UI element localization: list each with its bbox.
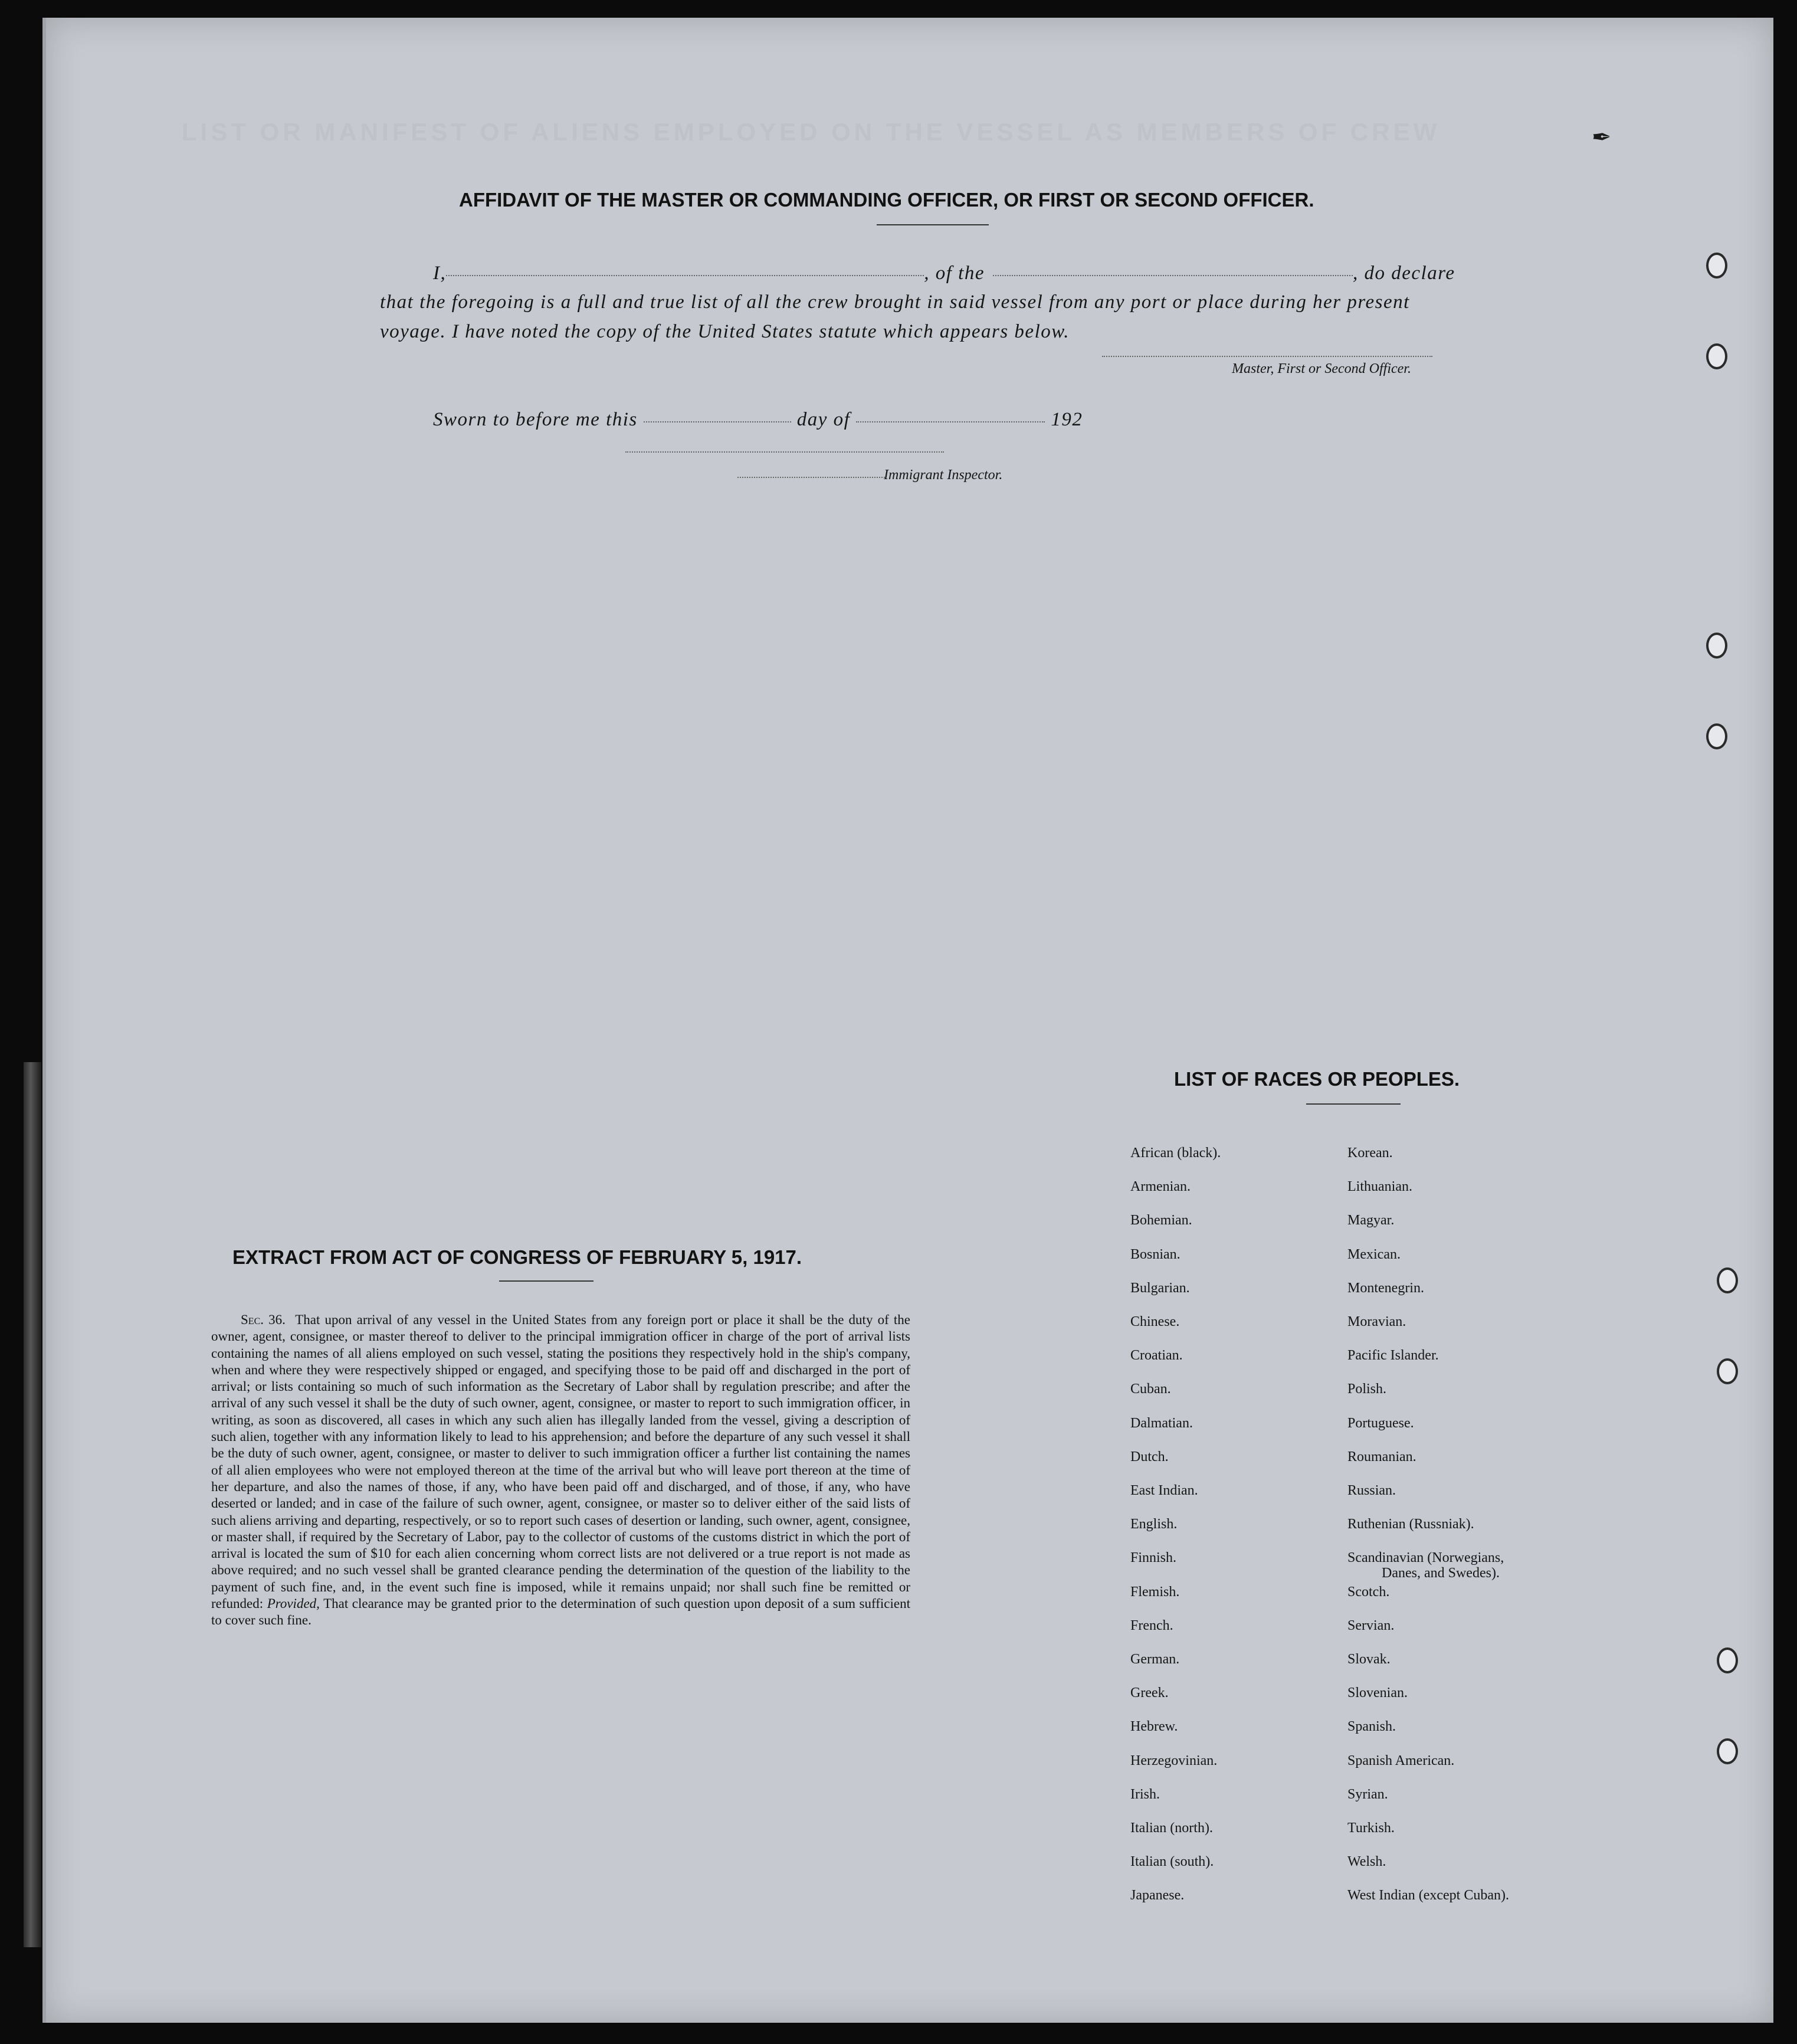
race-item: English. bbox=[1130, 1516, 1178, 1532]
inspector-signature-line-lower[interactable] bbox=[737, 477, 885, 478]
race-item: Flemish. bbox=[1130, 1584, 1180, 1600]
race-item: Bohemian. bbox=[1130, 1213, 1192, 1229]
statute-provided: Provided, bbox=[267, 1596, 320, 1611]
inspector-label: Immigrant Inspector. bbox=[884, 467, 1003, 483]
extract-title: EXTRACT FROM ACT OF CONGRESS OF FEBRUARY 5, 1917. bbox=[232, 1246, 802, 1268]
officer-signature-line[interactable] bbox=[1102, 356, 1432, 357]
affidavit-title-rule bbox=[877, 224, 989, 225]
race-item: Japanese. bbox=[1130, 1888, 1185, 1904]
binder-hole-8 bbox=[1717, 1738, 1738, 1764]
sworn-month-blank[interactable] bbox=[856, 419, 1045, 422]
race-item: Syrian. bbox=[1347, 1786, 1388, 1802]
race-item: Scotch. bbox=[1347, 1584, 1390, 1600]
race-item: Dalmatian. bbox=[1130, 1415, 1193, 1431]
race-item: Greek. bbox=[1130, 1685, 1169, 1701]
binder-hole-5 bbox=[1717, 1267, 1738, 1293]
race-item: Herzegovinian. bbox=[1130, 1753, 1218, 1768]
vessel-blank[interactable] bbox=[993, 273, 1353, 276]
race-item: Polish. bbox=[1347, 1381, 1387, 1397]
sworn-day-of: day of bbox=[796, 409, 851, 430]
show-through-text: LIST OR MANIFEST OF ALIENS EMPLOYED ON THE VESSEL AS MEMBERS OF CREW bbox=[182, 118, 1441, 146]
binder-hole-4 bbox=[1706, 723, 1727, 749]
affidavit-i: I, bbox=[433, 263, 447, 284]
race-item: Armenian. bbox=[1130, 1179, 1191, 1195]
race-item: Lithuanian. bbox=[1347, 1179, 1412, 1195]
race-item: Welsh. bbox=[1347, 1854, 1386, 1870]
binder-hole-6 bbox=[1717, 1358, 1738, 1384]
affidavit-title: AFFIDAVIT OF THE MASTER OR COMMANDING OFFICER, OR FIRST OR SECOND OFFICER. bbox=[459, 189, 1314, 211]
statute-body-1: That upon arrival of any vessel in the United States from any foreign port or place it shall be the duty of the owner, agent, consignee, or master thereof to deliver to the principal immigration officer in charge of the port of arrival lists containing the names of all aliens employed on such vessel, stating the positions they respectively hold in the ship's company, when and where they were respectively shipped or engaged, and specifying those to be paid off and discharged in the port of arrival; or lists containing so much of such information as the Secretary of Labor shall by regulation prescribe; and after the arrival of any such vessel it shall be the duty of such owner, agent, consignee, or master to report to such immigration officer, in writing, as soon as discovered, all cases in which any such alien has illegally landed from the vessel, giving a description of such alien, together with any information likely to lead to his apprehension; and before the departure of any such vessel it shall be the duty of such owner, agent, consignee, or master to deliver to such immigration officer a further list containing the names of all alien employees who were not employed thereon at the time of the arrival but who will leave port thereon at the time of her departure, and also the names of those, if any, who have been paid off and discharged, and of those, if any, who have deserted or landed; and in case of the failure of such owner, agent, consignee, or master so to deliver either of the said lists of such aliens arriving and departing, respectively, or so to report such cases of desertion or landing, such owner, agent, consignee, or master shall, if required by the Secretary of Labor, pay to the collector of customs of the customs district in which the port of arrival is located the sum of $10 for each alien concerning whom correct lists are not delivered or a true report is not made as above required; and no such vessel shall be granted clearance pending the determination of the question of the liability to the payment of such fine, and, in the event such fine is imposed, while it remains unpaid; nor shall such fine be remitted or refunded: bbox=[211, 1312, 911, 1611]
race-item: Ruthenian (Russniak). bbox=[1347, 1516, 1474, 1532]
page-edge-strip bbox=[24, 1062, 41, 1947]
sworn-year: 192 bbox=[1051, 409, 1083, 430]
race-item: Korean. bbox=[1347, 1145, 1393, 1161]
race-item: Irish. bbox=[1130, 1786, 1160, 1802]
race-item: Italian (north). bbox=[1130, 1820, 1213, 1836]
races-title-rule bbox=[1306, 1103, 1401, 1105]
race-item: Moravian. bbox=[1347, 1314, 1406, 1329]
name-blank[interactable] bbox=[446, 273, 924, 276]
race-item: Magyar. bbox=[1347, 1213, 1395, 1229]
race-item: Slovenian. bbox=[1347, 1685, 1408, 1701]
binder-hole-3 bbox=[1706, 633, 1727, 659]
affidavit-declare: , do declare bbox=[1352, 263, 1455, 284]
race-item: Bulgarian. bbox=[1130, 1280, 1190, 1296]
race-item: Roumanian. bbox=[1347, 1449, 1416, 1465]
race-item: Dutch. bbox=[1130, 1449, 1169, 1465]
extract-title-rule bbox=[499, 1280, 593, 1282]
affidavit-of-the: , of the bbox=[924, 263, 985, 284]
race-item: Spanish American. bbox=[1347, 1753, 1455, 1768]
race-item: Croatian. bbox=[1130, 1348, 1183, 1364]
sworn-day-blank[interactable] bbox=[644, 419, 791, 422]
manifest-page bbox=[42, 18, 1773, 2023]
binder-hole-2 bbox=[1706, 343, 1727, 369]
race-item: Pacific Islander. bbox=[1347, 1348, 1439, 1364]
affidavit-line-2: that the foregoing is a full and true list of all the crew brought in said vessel from any port or place during her present bbox=[380, 291, 1410, 313]
race-item: Mexican. bbox=[1347, 1246, 1401, 1262]
sworn-prefix: Sworn to before me this bbox=[433, 409, 638, 430]
race-item: Slovak. bbox=[1347, 1652, 1391, 1667]
race-item: Montenegrin. bbox=[1347, 1280, 1424, 1296]
race-item: Turkish. bbox=[1347, 1820, 1395, 1836]
race-item: Italian (south). bbox=[1130, 1854, 1214, 1870]
race-item: Portuguese. bbox=[1347, 1415, 1414, 1431]
race-item: East Indian. bbox=[1130, 1483, 1198, 1498]
race-item: African (black). bbox=[1130, 1145, 1221, 1161]
race-item: Spanish. bbox=[1347, 1719, 1396, 1735]
race-item: Hebrew. bbox=[1130, 1719, 1178, 1735]
officer-label: Master, First or Second Officer. bbox=[1232, 361, 1411, 376]
binder-hole-1 bbox=[1706, 253, 1727, 279]
race-item: Finnish. bbox=[1130, 1550, 1177, 1566]
binder-hole-7 bbox=[1717, 1647, 1738, 1673]
races-title: LIST OF RACES OR PEOPLES. bbox=[1174, 1068, 1460, 1090]
race-item: Scandinavian (Norwegians, bbox=[1347, 1550, 1504, 1566]
race-item: Russian. bbox=[1347, 1483, 1396, 1498]
race-item: West Indian (except Cuban). bbox=[1347, 1888, 1509, 1904]
sworn-line bbox=[433, 409, 1083, 431]
statute-body-2: That clearance may be granted prior to the determination of such question upon deposit of a sum sufficient to cover such fine. bbox=[211, 1596, 910, 1628]
statute-text bbox=[211, 1312, 910, 1629]
inspector-signature-line-upper[interactable] bbox=[625, 451, 944, 453]
affidavit-line-1 bbox=[433, 263, 1455, 284]
affidavit-line-3: voyage. I have noted the copy of the United States statute which appears below. bbox=[380, 321, 1070, 342]
race-item: Bosnian. bbox=[1130, 1246, 1180, 1262]
race-item: German. bbox=[1130, 1652, 1180, 1667]
race-item: Servian. bbox=[1347, 1617, 1395, 1633]
race-item: Chinese. bbox=[1130, 1314, 1180, 1329]
race-item: French. bbox=[1130, 1617, 1173, 1633]
race-item-continuation: Danes, and Swedes). bbox=[1382, 1565, 1500, 1581]
race-item: Cuban. bbox=[1130, 1381, 1171, 1397]
corner-mark-icon: ✒ bbox=[1592, 124, 1612, 151]
section-label: Sec. 36. bbox=[241, 1312, 286, 1327]
